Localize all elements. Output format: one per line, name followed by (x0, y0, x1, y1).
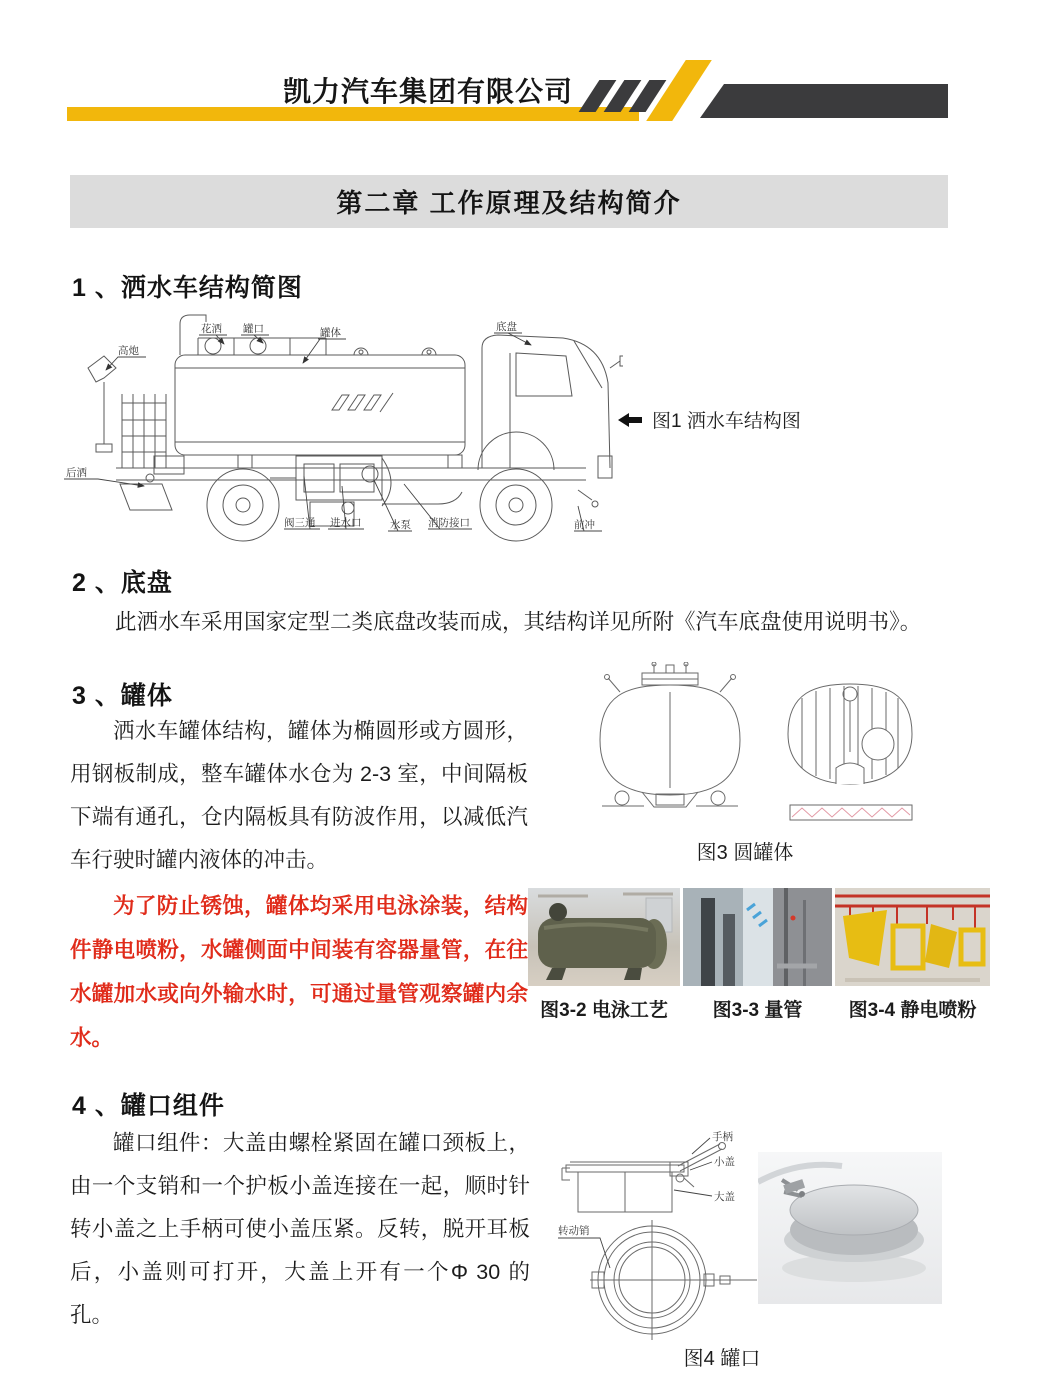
truck-label-tank-mouth: 罐口 (243, 323, 264, 335)
chapter-title-bar (70, 175, 948, 228)
truck-label-tank-body: 罐体 (320, 327, 341, 339)
photo-electrophoresis (528, 888, 680, 986)
header-dark-banner (700, 84, 948, 118)
header-yellow-rule (67, 107, 639, 121)
chapter-title: 第二章 工作原理及结构简介 (336, 188, 682, 218)
figure1-caption-row (618, 406, 801, 433)
mouth-label-pivot-pin: 转动销 (558, 1225, 590, 1237)
section1-heading: 1 、洒水车结构简图 (72, 274, 303, 302)
photo-caption: 图3-3 量管 (712, 1000, 803, 1021)
tank-mouth-drawing (552, 1118, 772, 1343)
company-name: 凯力汽车集团有限公司 (283, 76, 574, 107)
truck-label-water-pump: 水泵 (390, 519, 411, 531)
figure-powder-coating (835, 888, 990, 1022)
tank-drawings (578, 662, 923, 832)
figure-electrophoresis (528, 888, 680, 1022)
truck-label-three-way-valve: 阀三通 (284, 517, 316, 529)
truck-label-sprinkler: 花洒 (201, 323, 222, 335)
mouth-label-big-cover: 大盖 (714, 1191, 735, 1203)
photo-caption: 图3-4 静电喷粉 (848, 1000, 977, 1021)
figure4-caption: 图4 罐口 (683, 1348, 761, 1370)
process-photo-row (528, 888, 990, 1022)
truck-label-water-cannon: 高炮 (118, 345, 139, 357)
figure3-caption: 图3 圆罐体 (696, 842, 794, 864)
mouth-label-handle: 手柄 (712, 1131, 733, 1143)
left-arrow-icon (618, 412, 642, 428)
truck-label-fire-coupling: 消防接口 (428, 517, 470, 529)
photo-measuring-tube (683, 888, 832, 986)
section3-heading: 3 、罐体 (72, 682, 173, 710)
section2-body: 此洒水车采用国家定型二类底盘改装而成，其结构详见所附《汽车底盘使用说明书》。 (115, 610, 922, 634)
truck-label-front-flush: 前冲 (574, 519, 595, 531)
section4-body: 罐口组件：大盖由螺栓紧固在罐口颈板上，由一个支销和一个护板小盖连接在一起，顺时针转小盖之上手柄可使小盖压紧。反转，脱开耳板后，小盖则可打开，大盖上开有一个Φ 30 的孔。 (70, 1131, 530, 1327)
photo-caption: 图3-2 电泳工艺 (540, 1000, 668, 1021)
section2-heading: 2 、底盘 (72, 569, 173, 597)
truck-structure-diagram (58, 308, 623, 553)
baffle-zigzag (792, 808, 910, 817)
photo-powder-coating (835, 888, 990, 986)
section3-body: 洒水车罐体结构，罐体为椭圆形或方圆形，用钢板制成，整车罐体水仓为 2-3 室，中间隔板下端有通孔，仓内隔板具有防波作用，以减低汽车行驶时罐内液体的冲击。 (70, 719, 528, 872)
section4-heading: 4 、罐口组件 (72, 1092, 225, 1120)
anticorrosion-warning-text: 为了防止锈蚀，罐体均采用电泳涂装，结构件静电喷粉，水罐侧面中间装有容器量管，在往水罐加水或向外输水时，可通过量管观察罐内余水。 (70, 894, 528, 1050)
truck-label-water-inlet: 进水口 (330, 517, 362, 529)
truck-label-rear-spray: 后洒 (66, 467, 87, 479)
mouth-label-small-cover: 小盖 (714, 1156, 735, 1168)
figure1-caption: 图1 洒水车结构图 (652, 411, 801, 432)
truck-label-chassis: 底盘 (496, 321, 517, 333)
figure-measuring-tube (683, 888, 832, 1022)
photo-tank-mouth (758, 1152, 942, 1304)
